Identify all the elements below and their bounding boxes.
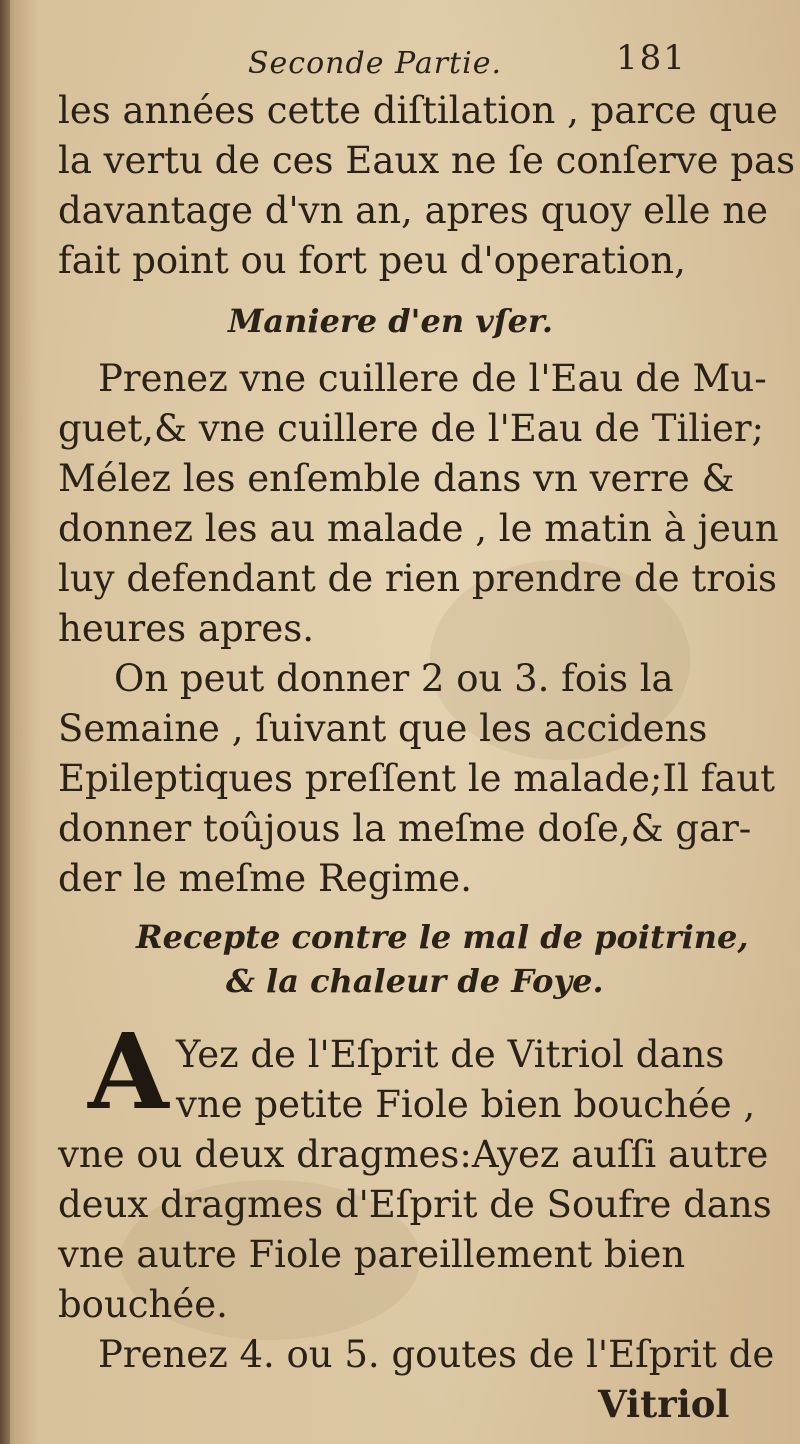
text-line: guet,& vne cuillere de l'Eau de Tilier;: [58, 407, 764, 450]
text-line: donnez les au malade , le matin à jeun: [58, 507, 779, 550]
text-line: der le meſme Regime.: [58, 857, 472, 900]
text-line: Mélez les enſemble dans vn verre &: [58, 457, 735, 500]
text-line: Yez de l'Eſprit de Vitriol dans: [176, 1033, 725, 1076]
text-line: Prenez vne cuillere de l'Eau de Mu-: [98, 357, 767, 400]
text-line: vne autre Fiole pareillement bien: [58, 1233, 686, 1276]
drop-cap: A: [88, 1010, 169, 1133]
page-gutter: [0, 0, 10, 1444]
text-line: les années cette diſtilation , parce que: [58, 89, 778, 132]
page-number: 181: [616, 38, 687, 78]
text-line: vne petite Fiole bien bouchée ,: [176, 1083, 756, 1126]
text-line: donner toûjous la meſme doſe,& gar-: [58, 807, 752, 850]
text-line: Semaine , ſuivant que les accidens: [58, 707, 708, 750]
recipe-heading-line1: Recepte contre le mal de poitrine,: [136, 918, 749, 956]
recipe-heading-line2: & la chaleur de Foye.: [226, 962, 604, 1000]
text-line: On peut donner 2 ou 3. fois la: [114, 657, 674, 700]
text-line: heures apres.: [58, 607, 314, 650]
text-line: luy defendant de rien prendre de trois: [58, 557, 778, 600]
text-line: Epileptiques preſſent le malade;Il faut: [58, 757, 776, 800]
text-line: vne ou deux dragmes:Ayez auſſi autre: [58, 1133, 769, 1176]
text-line: la vertu de ces Eaux ne ſe conſerve pas: [58, 139, 796, 182]
text-line: davantage d'vn an, apres quoy elle ne: [58, 189, 769, 232]
text-line: bouchée.: [58, 1283, 228, 1326]
section-heading: Maniere d'en vſer.: [228, 302, 554, 340]
text-line: Prenez 4. ou 5. goutes de l'Eſprit de: [98, 1333, 775, 1376]
running-head: Seconde Partie.: [248, 46, 502, 81]
text-line: fait point ou fort peu d'operation,: [58, 239, 686, 282]
catchword: Vitriol: [598, 1382, 730, 1426]
text-line: deux dragmes d'Eſprit de Soufre dans: [58, 1183, 772, 1226]
